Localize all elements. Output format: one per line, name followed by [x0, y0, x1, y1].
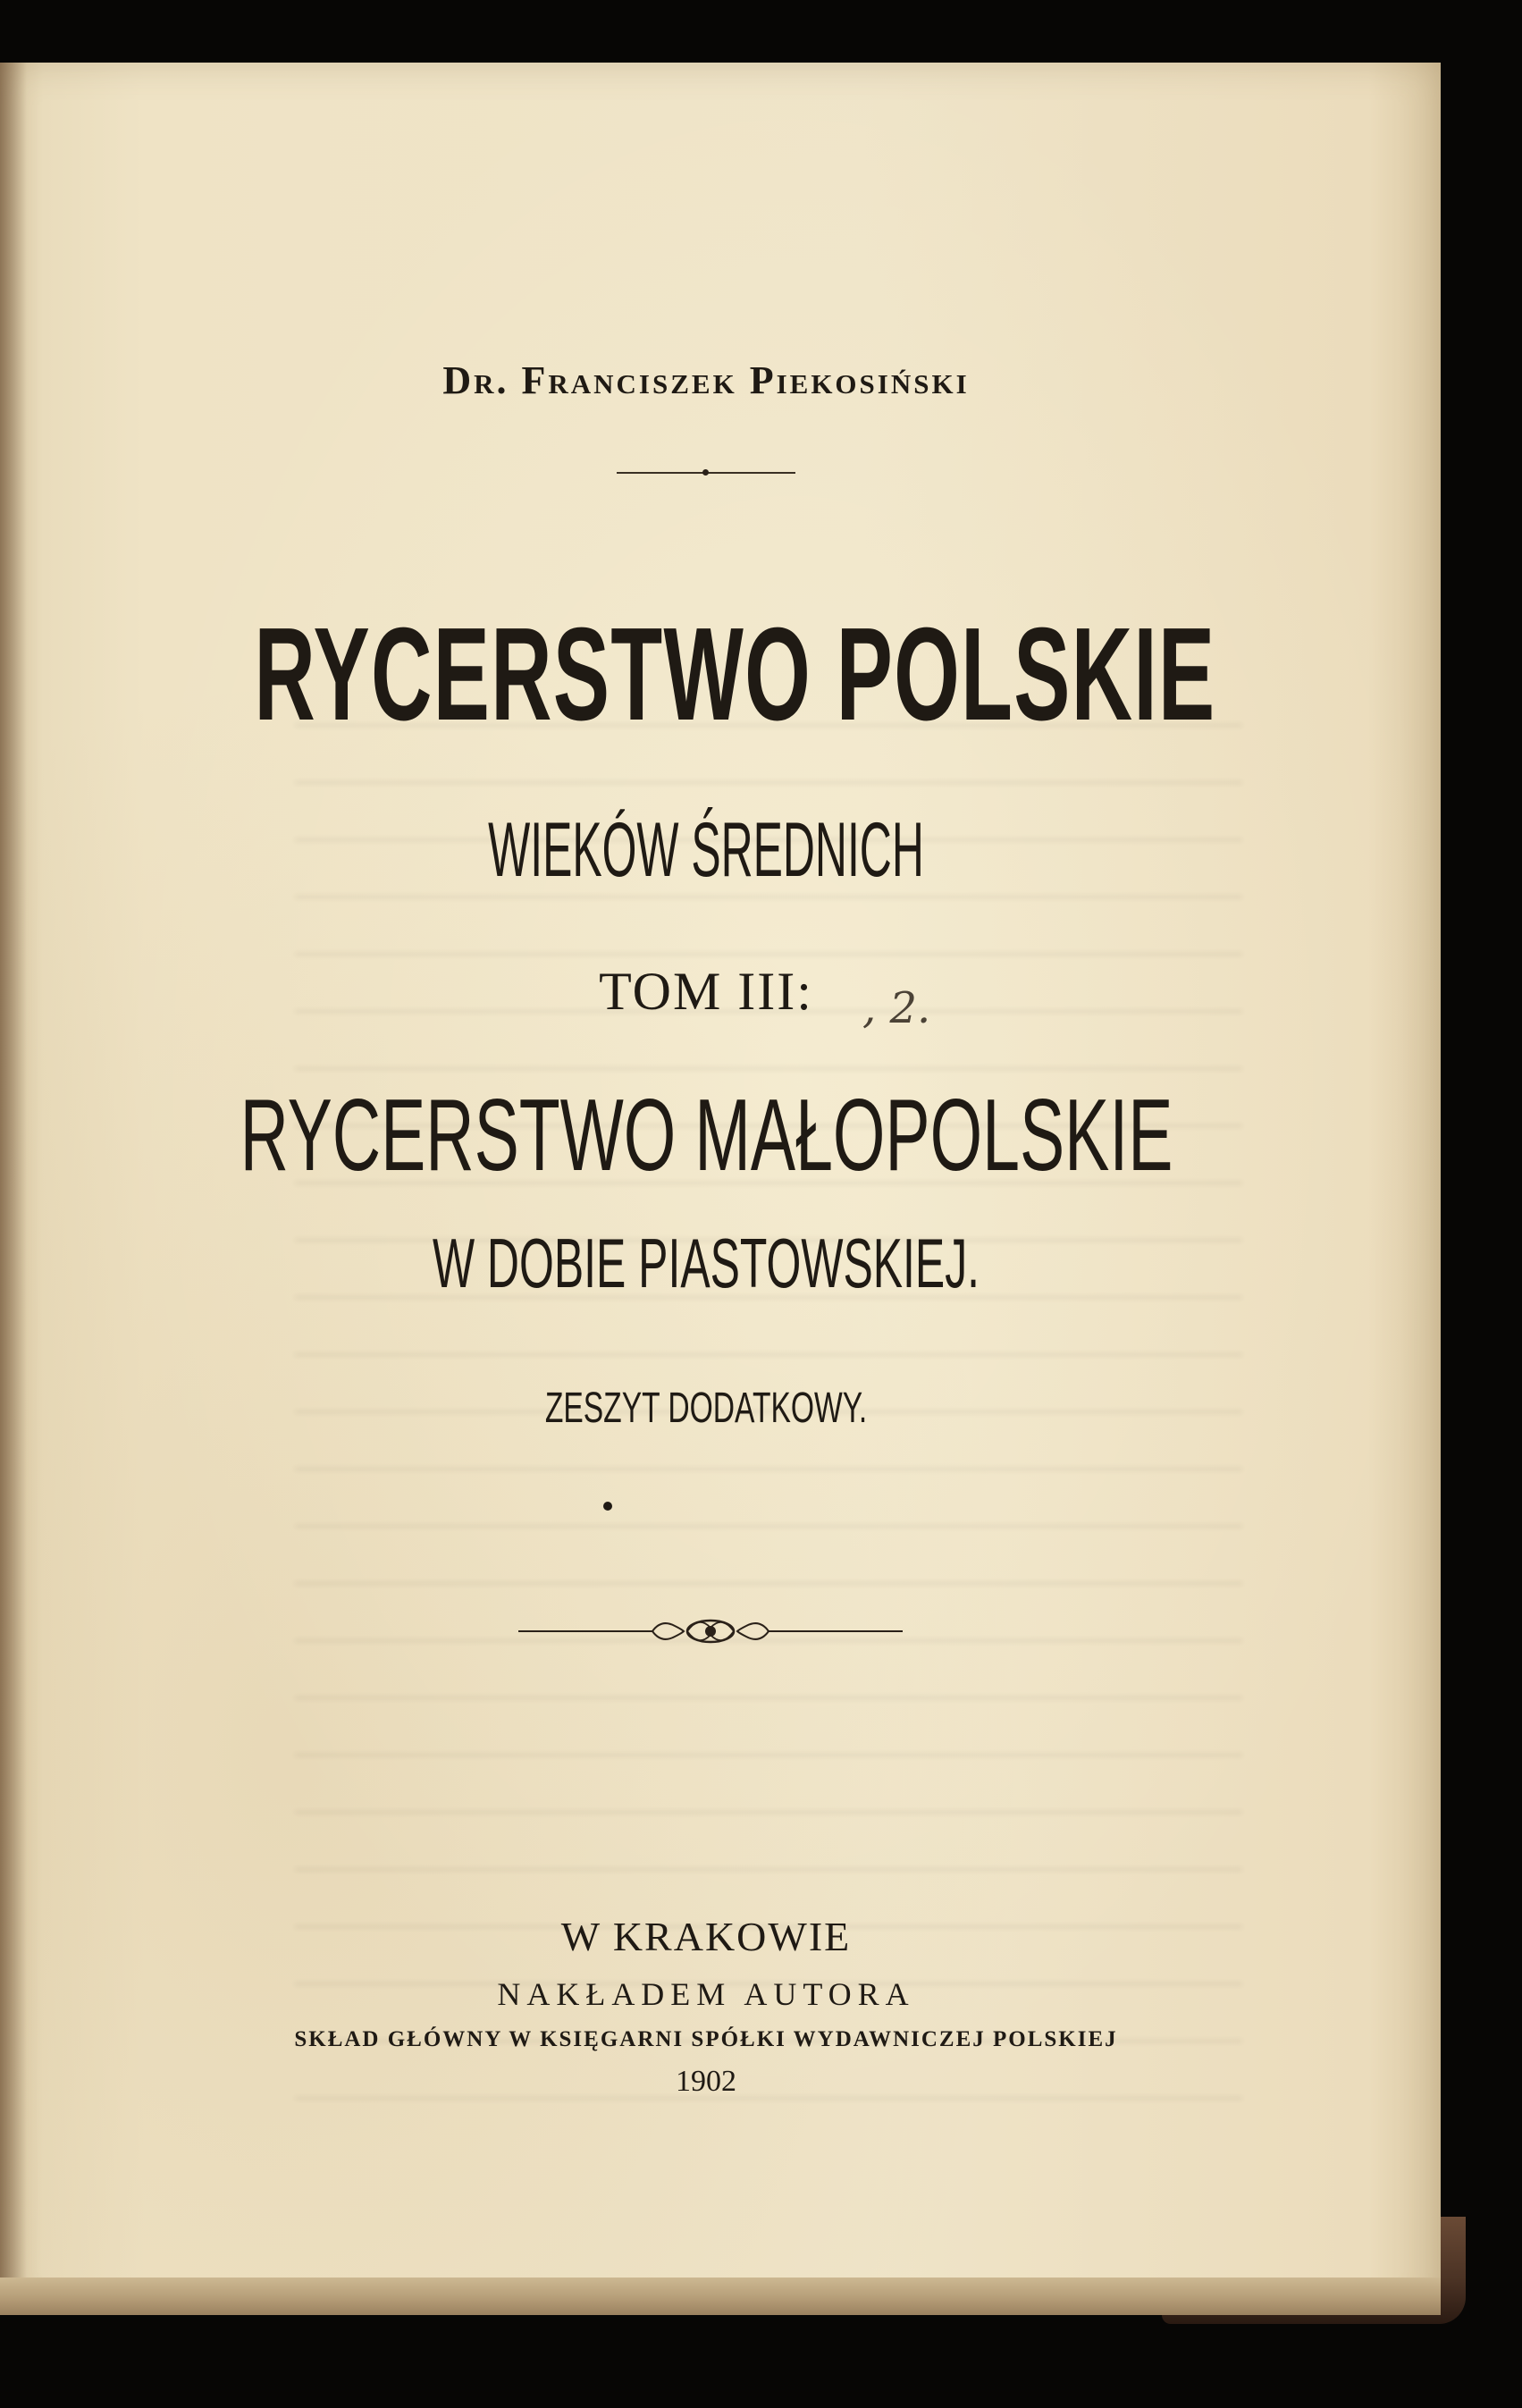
volume-subtitle: W DOBIE PIASTOWSKIEJ.	[432, 1224, 980, 1302]
page-bottom-edge	[0, 2277, 1441, 2315]
author-name: Dr. Franciszek Piekosiński	[442, 358, 970, 402]
imprint-year: 1902	[676, 2065, 736, 2098]
imprint-publisher: NAKŁADEM AUTORA	[497, 1976, 915, 2012]
title-page	[0, 63, 1441, 2315]
imprint-place: W KRAKOWIE	[560, 1914, 852, 1959]
volume-title: RYCERSTWO MAŁOPOLSKIE	[240, 1079, 1173, 1192]
handwritten-annotation: , 2.	[862, 983, 931, 1033]
ink-dot	[603, 1502, 612, 1511]
volume-label: TOM III:	[599, 962, 813, 1021]
imprint-distributor: SKŁAD GŁÓWNY W KSIĘGARNI SPÓŁKI WYDAWNICZEJ POLSKIEJ	[294, 2027, 1118, 2051]
issue-label: ZESZYT DODATKOWY.	[544, 1385, 868, 1432]
ornamental-divider	[518, 1609, 903, 1654]
author-divider-rule	[617, 472, 795, 474]
book-title: RYCERSTWO POLSKIE	[254, 601, 1216, 748]
book-subtitle: WIEKÓW ŚREDNICH	[488, 807, 924, 893]
